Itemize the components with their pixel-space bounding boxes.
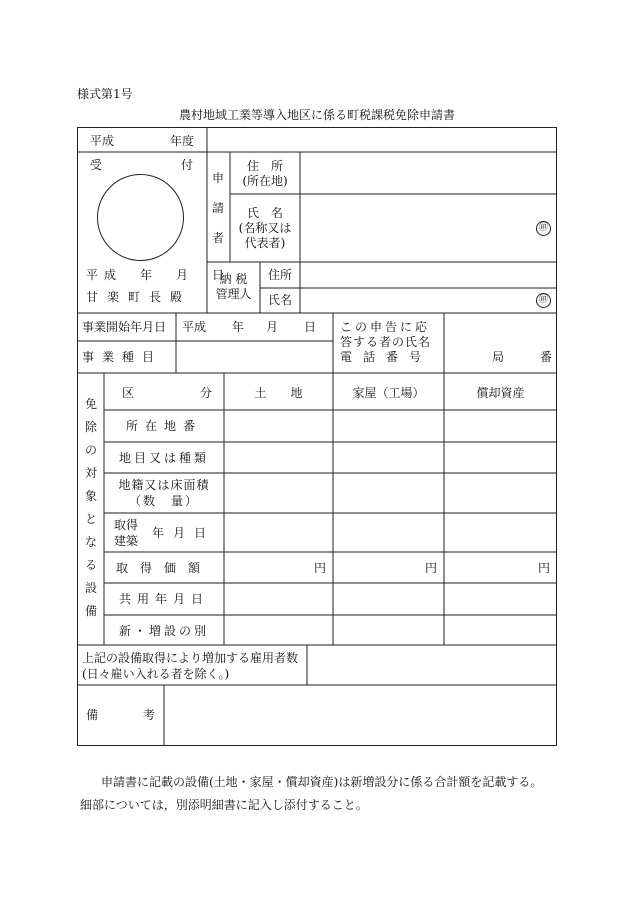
row-label-location: 所在地番 (125, 419, 202, 433)
business-start-date-label: 事業開始年月日 (82, 320, 167, 334)
price-unit-building: 円 (424, 561, 437, 575)
price-unit-assets: 円 (537, 561, 550, 575)
contact-label-1: この申告に応 (340, 320, 431, 334)
row-label-acquired: 取得 (114, 518, 139, 532)
footnote: 申請書に記載の設備(土地・家屋・償却資産)は新増設分に係る合計額を記載する。細部については，別添明細書に記入し添付すること。 (80, 775, 543, 812)
remarks-label-1: 備 (86, 708, 99, 722)
applicant-address-label: 住 所 (246, 159, 283, 173)
tax-agent-name-label: 氏名 (268, 293, 293, 307)
applicant-seal-mark: ㊞ (536, 221, 551, 236)
row-label-quantity: （数 量） (128, 494, 199, 508)
applicant-group-label: 申請者 (211, 171, 224, 245)
applicant-name-sublabel-2: 代表者) (244, 236, 286, 250)
remarks-label-2: 考 (143, 708, 156, 722)
receipt-addressee: 甘楽町長殿 (86, 290, 192, 304)
business-type-label: 事業種目 (82, 350, 163, 364)
fiscal-year-era: 平成 (90, 134, 115, 148)
applicant-name-label: 氏 名 (246, 206, 283, 220)
row-label-acquisition-date: 年月日 (152, 526, 216, 540)
form-number: 様式第1号 (77, 87, 133, 101)
phone-station-label: 局 (492, 350, 505, 364)
form-title: 農村地域工業等導入地区に係る町税課税免除申請書 (178, 108, 455, 122)
receipt-stamp-circle (97, 174, 184, 261)
applicant-name-sublabel-1: (名称又は (238, 221, 292, 235)
phone-number-label: 番 (540, 350, 553, 364)
column-header-depreciable-assets: 償却資産 (476, 386, 525, 400)
business-start-date-era: 平成 (182, 320, 207, 334)
applicant-address-sublabel: (所在地) (242, 174, 288, 188)
column-header-land: 土 地 (254, 386, 303, 400)
tax-agent-address-label: 住所 (268, 268, 293, 282)
tax-agent-label-2: 管理人 (215, 287, 252, 301)
business-start-date-day: 日 (304, 320, 317, 334)
business-start-date-month: 月 (266, 320, 279, 334)
phone-label: 電話番号 (340, 350, 433, 364)
receipt-label-receive: 受 (90, 158, 103, 172)
tax-agent-seal-mark: ㊞ (536, 293, 551, 308)
contact-label-2: 答する者の氏名 (340, 335, 432, 349)
category-label-1: 区 (122, 386, 135, 400)
category-label-2: 分 (200, 386, 213, 400)
business-start-date-year: 年 (232, 320, 245, 334)
row-label-constructed: 建築 (114, 534, 139, 548)
row-label-new-or-extension: 新・増設の別 (118, 624, 209, 638)
employment-label-1: 上記の設備取得により増加する雇用者数 (82, 651, 299, 665)
fiscal-year-suffix: 年度 (170, 134, 195, 148)
receipt-label-attach: 付 (181, 158, 194, 172)
row-label-land-category: 地目又は種類 (118, 451, 209, 465)
row-label-shared-use-date: 共用年月日 (118, 592, 209, 606)
receipt-date: 平成 年 月 日 (86, 268, 231, 282)
employment-label-2: (日々雇い入れる者を除く。) (82, 667, 230, 681)
row-label-area: 地籍又は床面積 (118, 478, 210, 492)
facilities-group-label: 免除の対象となる設備 (84, 397, 97, 618)
row-label-acquisition-price: 取得価額 (115, 561, 212, 575)
price-unit-land: 円 (313, 561, 326, 575)
column-header-building: 家屋（工場） (352, 386, 425, 400)
tax-agent-label-1: 納 税 (219, 272, 248, 286)
